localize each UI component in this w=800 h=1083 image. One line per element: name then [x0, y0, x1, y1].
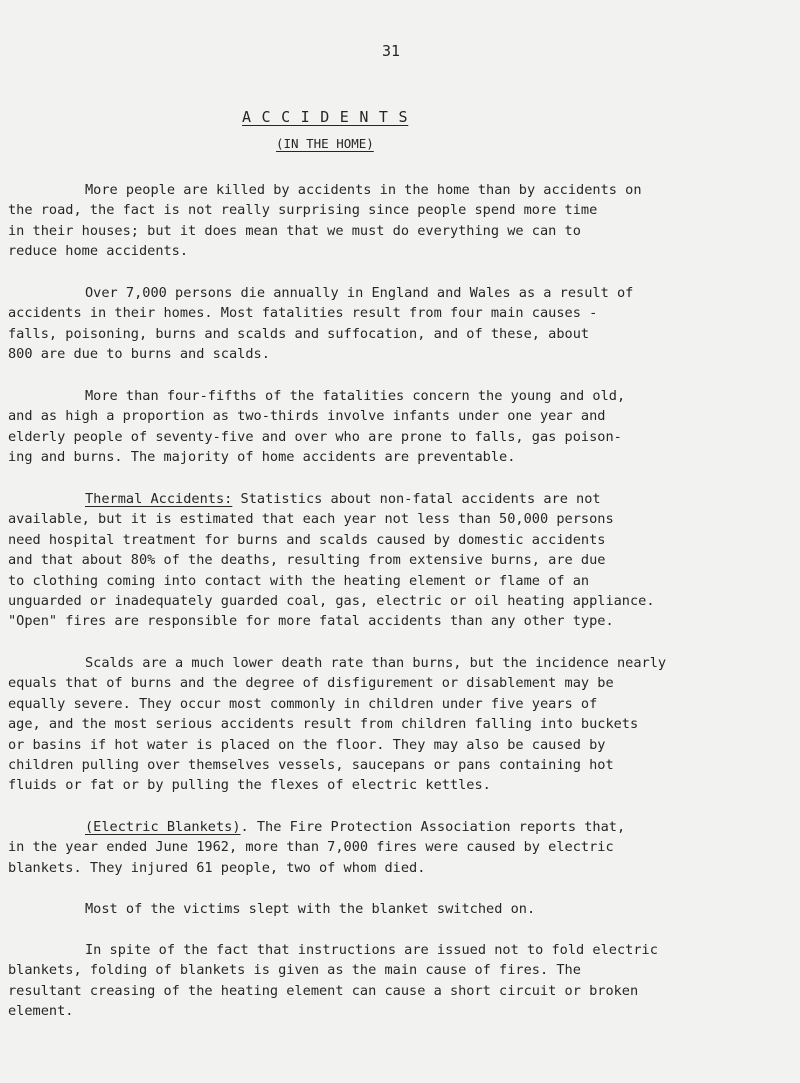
text-line: available, but it is estimated that each year not less than 50,000 persons	[8, 511, 614, 528]
text-line: element.	[8, 1003, 74, 1020]
text-line: Most of the victims slept with the blanket switched on.	[85, 901, 536, 917]
paragraph-thermal-accidents	[8, 489, 798, 632]
section-heading-electric-blankets: (Electric Blankets)	[85, 819, 241, 835]
text-line: elderly people of seventy-five and over who are prone to falls, gas poison-	[8, 428, 622, 445]
paragraph-fatalities	[8, 283, 798, 365]
text-line: blankets. They injured 61 people, two of whom died.	[8, 859, 426, 876]
paragraph-intro	[8, 180, 798, 262]
text-line: resultant creasing of the heating element can cause a short circuit or broken	[8, 982, 639, 999]
text-line: In spite of the fact that instructions are issued not to fold electric	[85, 942, 658, 958]
text-line: ing and burns. The majority of home accidents are preventable.	[8, 449, 516, 466]
text-line: More people are killed by accidents in the home than by accidents on	[85, 182, 642, 198]
text-line: fluids or fat or by pulling the flexes of electric kettles.	[8, 777, 491, 794]
text-line: in the year ended June 1962, more than 7,000 fires were caused by electric	[8, 839, 614, 856]
text-line: age, and the most serious accidents result from children falling into buckets	[8, 716, 639, 733]
page-subtitle: (IN THE HOME)	[276, 136, 374, 151]
text-line: 800 are due to burns and scalds.	[8, 346, 270, 363]
text-line: accidents in their homes. Most fatalities result from four main causes -	[8, 305, 598, 322]
text-line: and that about 80% of the deaths, resulting from extensive burns, are due	[8, 552, 606, 569]
section-heading-thermal-accidents: Thermal Accidents:	[85, 491, 233, 507]
text-line: the road, the fact is not really surprising since people spend more time	[8, 202, 598, 219]
paragraph-scalds	[8, 653, 798, 796]
text-line: and as high a proportion as two-thirds involve infants under one year and	[8, 408, 606, 425]
text-line: Scalds are a much lower death rate than burns, but the incidence nearly	[85, 655, 667, 671]
text-line: More than four-fifths of the fatalities concern the young and old,	[85, 388, 626, 404]
page-title: A C C I D E N T S	[242, 108, 409, 126]
text-line: equals that of burns and the degree of disfigurement or disablement may be	[8, 675, 614, 692]
text-line: children pulling over themselves vessels, saucepans or pans containing hot	[8, 757, 614, 774]
paragraph-victims	[8, 899, 798, 919]
paragraph-young-and-old	[8, 386, 798, 468]
text-line: "Open" fires are responsible for more fatal accidents than any other type.	[8, 613, 614, 630]
text-line: reduce home accidents.	[8, 243, 189, 260]
page-number: 31	[382, 42, 401, 60]
text-line: equally severe. They occur most commonly in children under five years of	[8, 695, 598, 712]
text-line: to clothing coming into contact with the heating element or flame of an	[8, 572, 590, 589]
paragraph-electric-blankets	[8, 817, 798, 878]
text-line: unguarded or inadequately guarded coal, gas, electric or oil heating appliance.	[8, 593, 655, 610]
text-line: in their houses; but it does mean that we must do everything we can to	[8, 222, 581, 239]
text-line: need hospital treatment for burns and scalds caused by domestic accidents	[8, 531, 606, 548]
text-line: . The Fire Protection Association reports that,	[240, 819, 626, 835]
text-line: Statistics about non-fatal accidents are not	[232, 491, 601, 507]
text-line: blankets, folding of blankets is given as the main cause of fires. The	[8, 962, 581, 979]
text-line: falls, poisoning, burns and scalds and suffocation, and of these, about	[8, 325, 590, 342]
paragraph-folding	[8, 940, 798, 1022]
text-line: Over 7,000 persons die annually in England and Wales as a result of	[85, 285, 634, 301]
text-line: or basins if hot water is placed on the floor. They may also be caused by	[8, 736, 606, 753]
